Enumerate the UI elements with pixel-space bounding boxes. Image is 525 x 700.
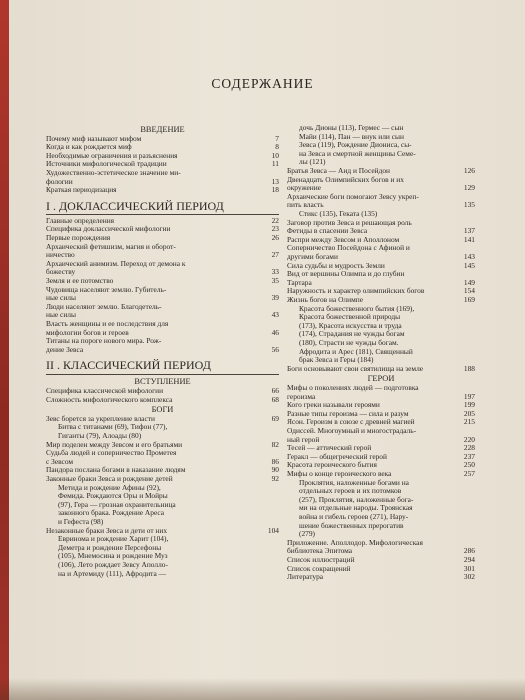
toc-entry-text: (97), Гера — грозная охранительница (58, 499, 176, 509)
toc-entry-text: окружение (287, 183, 321, 193)
toc-entry-text: Список иллюстраций (287, 555, 355, 564)
toc-entry-text: (174), Страдания не чужды богам (299, 329, 405, 339)
page-title: СОДЕРЖАНИЕ (211, 76, 314, 91)
toc-page-number: 27 (271, 250, 279, 260)
toc-entry-text: Почему миф называют мифом (46, 133, 142, 143)
toc-page-number: 228 (463, 443, 475, 453)
toc-entry-text: Архаический анимизм. Переход от демона к (46, 258, 186, 268)
toc-entry-text: (180), Страсти не чужды богам. (299, 338, 399, 347)
toc-entry (46, 346, 279, 355)
toc-page-number: 7 (275, 133, 279, 143)
toc-page-number: 154 (463, 286, 475, 296)
toc-entry-text: Чудовища населяют землю. Губитель- (46, 284, 167, 294)
toc-entry-text: Фетиды в спасении Зевса (287, 226, 368, 236)
toc-page-number: 43 (271, 310, 279, 320)
toc-page-number: 141 (463, 234, 475, 244)
toc-page-number: 149 (463, 277, 475, 287)
toc-entry-text: Список сокращений (287, 563, 351, 573)
toc-entry-text: лы (121) (299, 157, 326, 167)
toc-entry-text: Афродита и Арес (181), Священный (299, 346, 413, 356)
toc-entry-text: I . ДОКЛАССИЧЕСКИЙ ПЕРИОД (46, 198, 224, 213)
toc-page-number: 257 (463, 469, 475, 478)
toc-entry-text: другими богами (287, 252, 338, 261)
toc-page-number: 215 (463, 417, 475, 427)
toc-entry-text: Двенадцать Олимпийских богов и их (287, 174, 404, 184)
toc-entry (46, 243, 279, 252)
red-book-spine-edge (0, 0, 9, 700)
toc-entry-text: II . КЛАССИЧЕСКИЙ ПЕРИОД (46, 358, 211, 373)
page-bottom-shadow (0, 678, 525, 700)
toc-entry-text: ВВЕДЕНИЕ (140, 124, 185, 134)
toc-page-number: 220 (463, 434, 475, 444)
toc-entry-text: Соперничество Посейдона с Афиной и (287, 243, 410, 253)
toc-entry-text: Титаны на пороге нового мира. Рож- (46, 336, 162, 346)
toc-entry-text: Заговор против Зевса и решающая роль (287, 217, 412, 227)
toc-entry-text: Деметра и рождение Персефоны (58, 542, 162, 552)
toc-entry-text: Специфика доклассической мифологии (46, 224, 171, 234)
toc-page-number: 39 (271, 293, 279, 303)
toc-page-number: 69 (271, 413, 279, 423)
toc-page-number: 104 (267, 525, 279, 535)
toc-entry-text: Жизнь богов на Олимпе (287, 295, 363, 304)
toc-entry-text: Красота героического бытия (287, 460, 377, 470)
toc-entry-text: брак Зевса и Геры (184) (299, 355, 374, 365)
toc-entry-text: отдельных героев и их потомков (299, 486, 402, 496)
toc-page-number: 68 (271, 394, 279, 404)
toc-entry-text: шение божественных прерогатив (299, 520, 404, 530)
toc-page-number: 301 (463, 563, 475, 573)
toc-entry-text: Геракл — общегреческий герой (287, 451, 387, 461)
toc-entry (287, 384, 475, 393)
toc-entry-text: Зевса (119), Рождение Диониса, сы- (299, 140, 412, 150)
toc-entry-text: ГЕРОИ (367, 373, 395, 383)
toc-entry-text: Сила судьбы и мудрость Земли (287, 260, 385, 270)
toc-entry-text: Битва с титанами (69), Тифон (77), (58, 422, 168, 432)
toc-entry-text: на Зевса и смертной женщины Семе- (299, 148, 416, 158)
toc-entry-text: ВСТУПЛЕНИЕ (134, 376, 191, 386)
toc-entry-text: Ясон. Героизм в союзе с древней магией (287, 417, 415, 427)
toc-entry-text: и Гефеста (98) (58, 517, 104, 526)
toc-entry-text: пить власть (287, 200, 324, 210)
toc-entry-text: Гиганты (79), Алоады (80) (58, 431, 142, 440)
toc-entry-text: Тесей — аттический герой (287, 443, 372, 453)
toc-entry-text: Красота божественного бытия (169), (299, 303, 415, 313)
toc-page-number: 286 (463, 546, 475, 556)
toc-entry-text: божеству (46, 267, 76, 277)
toc-entry-text: ный герой (287, 434, 320, 444)
toc-page-number: 129 (463, 183, 475, 193)
toc-entry-text: дение Зевса (46, 344, 84, 354)
toc-entry-text: Архаический фетишизм, магия и оборот- (46, 241, 176, 251)
toc-entry-text: Необходимые ограничения и разъяснения (46, 150, 178, 160)
toc-entry (46, 396, 279, 405)
toc-page-number: 90 (271, 465, 279, 475)
toc-entry-text: героизма (287, 391, 316, 401)
toc-entry-text: (173), Красота искусства и труда (299, 320, 402, 330)
toc-entry-text: Мифы о поколениях людей — подготовка (287, 383, 419, 392)
toc-page-number: 23 (271, 224, 279, 234)
toc-entry (46, 303, 279, 312)
toc-entry-text: Художественно-эстетическое значение ми- (46, 168, 181, 177)
toc-entry-text: война и гибель героев (271), Нару- (299, 512, 409, 521)
toc-entry-text: Майи (114), Пан — внук или сын (299, 131, 404, 141)
toc-entry-text: фологии (46, 176, 73, 186)
toc-entry (46, 570, 279, 579)
toc-entry-text: законного брака. Рождение Ареса (58, 508, 165, 518)
toc-page-number: 18 (271, 185, 279, 195)
toc-entry (287, 270, 475, 279)
toc-entry-text: ничество (46, 250, 75, 260)
toc-entry-text: Архаические боги помогают Зевсу укреп- (287, 191, 419, 201)
subsection-heading (46, 126, 279, 135)
toc-entry (46, 449, 279, 458)
toc-entry-text: Судьба людей и соперничество Прометея (46, 448, 177, 458)
toc-page-number: 86 (271, 456, 279, 466)
toc-entry-text: Фемида. Рождаются Оры и Мойры (58, 491, 168, 501)
toc-entry-text: Первые порождения (46, 233, 111, 242)
toc-page-number: 11 (271, 159, 279, 169)
toc-page-number: 197 (463, 391, 475, 401)
toc-entry-text: на и Артемиду (111), Афродита — (58, 568, 166, 578)
toc-entry-text: (257), Проклятия, наложенные бога- (299, 494, 414, 504)
toc-page-number: 169 (463, 295, 475, 304)
toc-entry-text: дочь Дионы (113), Гермес — сын (299, 123, 404, 132)
section-heading (46, 358, 279, 372)
toc-entry-text: Специфика классической мифологии (46, 386, 164, 395)
toc-page-number: 33 (271, 267, 279, 277)
toc-entry-text: Мифы о конце героического века (287, 469, 392, 478)
toc-entry-text: БОГИ (151, 404, 174, 414)
toc-page-number: 302 (463, 572, 475, 582)
toc-entry (287, 573, 475, 582)
toc-entry-text: Люди населяют землю. Благодетель- (46, 301, 162, 311)
section-rule (46, 374, 279, 375)
toc-page-number: 188 (463, 363, 475, 373)
toc-page-number: 145 (463, 260, 475, 270)
toc-entry-text: Наружность и характер олимпийских богов (287, 286, 425, 296)
toc-entry-text: Источники мифологической традиции (46, 159, 167, 169)
toc-entry-text: Литература (287, 572, 324, 582)
toc-page-number: 92 (271, 474, 279, 483)
toc-entry-text: Евринома и рождение Харит (104), (58, 534, 169, 544)
toc-entry (46, 286, 279, 295)
toc-entry-text: Приложение. Аполлодор. Мифологическая (287, 537, 423, 547)
toc-entry-text: Незаконные браки Зевса и дети от них (46, 525, 168, 535)
subsection-heading (46, 406, 279, 415)
toc-page-number: 199 (463, 400, 475, 410)
toc-page-number: 237 (463, 451, 475, 461)
toc-page-number: 56 (271, 344, 279, 354)
toc-entry-text: Когда и как рождается миф (46, 142, 132, 152)
toc-page-number: 26 (271, 233, 279, 242)
toc-entry-text: Стикс (135), Геката (135) (299, 209, 378, 218)
toc-entry-text: с Зевсом (46, 456, 74, 466)
toc-page-number: 126 (463, 166, 475, 175)
toc-entry-text: Вид от вершины Олимпа и до глубин (287, 269, 405, 279)
toc-entry (287, 522, 475, 531)
toc-page-number: 46 (271, 327, 279, 337)
toc-entry (46, 260, 279, 269)
toc-page-number: 8 (275, 142, 279, 152)
toc-page-number: 10 (271, 150, 279, 160)
toc-entry-text: Одиссей. Многоумный и многострадаль- (287, 426, 417, 435)
toc-entry-text: Пандора послана богами в наказание людям (46, 465, 186, 475)
toc-entry-text: Земля и ее потомство (46, 276, 114, 285)
toc-entry-text: Главные определения (46, 215, 115, 225)
toc-entry-text: Разные типы героизма — сила и разум (287, 408, 409, 418)
toc-entry-text: Братья Зевса — Аид и Посейдон (287, 166, 390, 175)
toc-entry-text: (279) (299, 529, 316, 539)
toc-entry-text: мифологии богов и героев (46, 327, 129, 337)
toc-entry-text: Законные браки Зевса и рождение детей (46, 474, 173, 483)
toc-entry-text: Краткая периодизация (46, 185, 117, 195)
toc-entry-text: библиотека Эпитома (287, 546, 353, 556)
toc-entry-text: Боги основывают свои святилища на земле (287, 363, 424, 373)
toc-page-number: 137 (463, 226, 475, 236)
toc-entry-text: ные силы (46, 293, 76, 303)
toc-entry-text: ные силы (46, 310, 76, 320)
toc-entry-text: (105), Мнемосина и рождение Муз (58, 551, 168, 561)
toc-entry-text: Метида и рождение Афины (92), (58, 482, 161, 492)
toc-entry-text: Распри между Зевсом и Аполлоном (287, 234, 400, 244)
toc-page-number: 66 (271, 386, 279, 395)
toc-entry-text: Тартара (287, 277, 312, 287)
toc-page-number: 294 (463, 555, 475, 564)
section-heading (46, 199, 279, 213)
toc-page-number: 250 (463, 460, 475, 470)
toc-entry-text: Власть женщины и ее последствия для (46, 319, 169, 328)
toc-entry-text: ми на отдельные народы. Троянская (299, 503, 413, 513)
toc-entry-text: (106), Лето рождает Зевсу Аполло- (58, 560, 168, 569)
toc-entry (46, 169, 279, 178)
toc-page-number: 143 (463, 252, 475, 261)
toc-entry-text: Зевс борется за укрепление власти (46, 413, 155, 423)
toc-entry (46, 186, 279, 195)
toc-page-number: 205 (463, 408, 475, 418)
toc-entry-text: Сложность мифологического комплекса (46, 394, 173, 404)
toc-page-number: 13 (271, 176, 279, 186)
toc-entry (287, 365, 475, 374)
toc-page-number: 82 (271, 439, 279, 449)
toc-entry-text: Красота божественной природы (299, 312, 401, 322)
toc-entry-text: Мир поделен между Зевсом и его братьями (46, 439, 183, 449)
toc-page-number: 22 (271, 215, 279, 225)
toc-entry-text: Проклятия, наложенные богами на (299, 477, 409, 487)
toc-entry-text: Кого греки называли героями (287, 400, 380, 410)
toc-page-number: 35 (271, 276, 279, 285)
toc-page-number: 135 (463, 200, 475, 210)
